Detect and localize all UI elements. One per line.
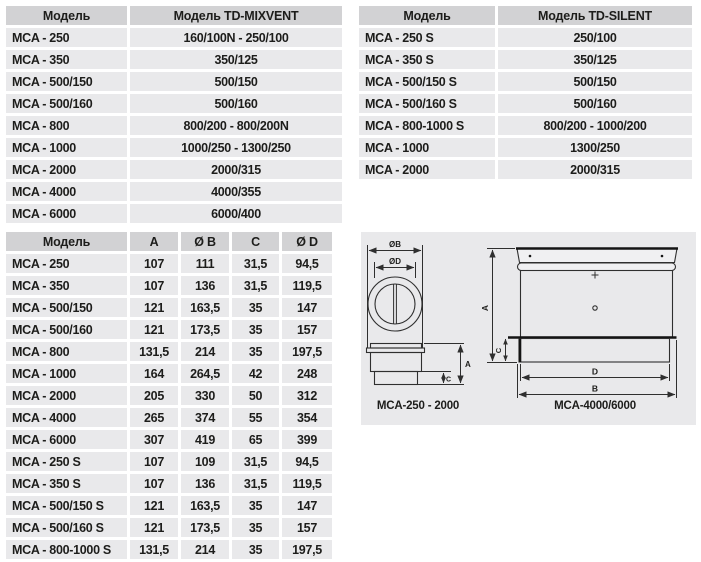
value-cell: 1300/250 (498, 138, 692, 157)
value-cell: 147 (282, 496, 332, 515)
column-header: Модель (359, 6, 495, 25)
model-cell: MCA - 250 S (359, 28, 495, 47)
table-row (6, 276, 332, 295)
value-cell: 350/125 (130, 50, 342, 69)
table-row (6, 430, 332, 449)
value-cell: 163,5 (181, 298, 229, 317)
screw-dot (529, 255, 532, 258)
value-cell: 307 (130, 430, 178, 449)
value-cell: 248 (282, 364, 332, 383)
value-cell: 131,5 (130, 540, 178, 559)
model-cell: MCA - 350 S (6, 474, 127, 493)
value-cell: 330 (181, 386, 229, 405)
value-cell: 205 (130, 386, 178, 405)
model-cell: MCA - 250 S (6, 452, 127, 471)
table-row (359, 50, 692, 69)
model-cell: MCA - 500/160 (6, 320, 127, 339)
value-cell: 35 (232, 540, 279, 559)
model-cell: MCA - 500/160 S (359, 94, 495, 113)
model-cell: MCA - 4000 (6, 182, 127, 201)
value-cell: 264,5 (181, 364, 229, 383)
column-header: Модель (6, 6, 127, 25)
model-cell: MCA - 800 (6, 342, 127, 361)
value-cell: 107 (130, 452, 178, 471)
drawing-panel (361, 232, 696, 425)
model-cell: MCA - 500/150 (6, 72, 127, 91)
mca-4000-6000-drawing (480, 249, 678, 399)
table-row (359, 138, 692, 157)
top-flange (517, 249, 677, 263)
model-cell: MCA - 500/150 (6, 298, 127, 317)
value-cell: 6000/400 (130, 204, 342, 223)
value-cell: 31,5 (232, 254, 279, 273)
value-cell: 65 (232, 430, 279, 449)
dim-label-c: C (446, 376, 452, 384)
value-cell: 197,5 (282, 342, 332, 361)
table-row (6, 540, 332, 559)
table-row (6, 518, 332, 537)
value-cell: 42 (232, 364, 279, 383)
value-cell: 50 (232, 386, 279, 405)
model-cell: MCA - 800 (6, 116, 127, 135)
column-header: A (130, 232, 178, 251)
value-cell: 500/150 (130, 72, 342, 91)
td-silent-table (356, 3, 695, 182)
value-cell: 136 (181, 276, 229, 295)
model-cell: MCA - 500/160 S (6, 518, 127, 537)
value-cell: 55 (232, 408, 279, 427)
value-cell: 157 (282, 320, 332, 339)
td-mixvent-table (3, 3, 345, 226)
dim-label-c: C (494, 347, 503, 354)
center-hole (593, 306, 597, 310)
value-cell: 214 (181, 342, 229, 361)
value-cell: 136 (181, 474, 229, 493)
value-cell: 121 (130, 496, 178, 515)
table-row (6, 254, 332, 273)
value-cell: 31,5 (232, 452, 279, 471)
value-cell: 250/100 (498, 28, 692, 47)
column-header: Модель TD-MIXVENT (130, 6, 342, 25)
value-cell: 94,5 (282, 254, 332, 273)
value-cell: 800/200 - 800/200N (130, 116, 342, 135)
technical-drawing (361, 232, 696, 425)
value-cell: 163,5 (181, 496, 229, 515)
table-row (6, 28, 342, 47)
header-row (6, 6, 342, 25)
side-view-profile (367, 344, 425, 385)
value-cell: 107 (130, 474, 178, 493)
value-cell: 399 (282, 430, 332, 449)
table-row (6, 204, 342, 223)
column-header: Модель TD-SILENT (498, 6, 692, 25)
table-row (6, 160, 342, 179)
model-cell: MCA - 500/150 S (6, 496, 127, 515)
value-cell: 121 (130, 320, 178, 339)
value-cell: 157 (282, 518, 332, 537)
table-row (6, 116, 342, 135)
value-cell: 2000/315 (498, 160, 692, 179)
model-cell: MCA - 350 S (359, 50, 495, 69)
screw-dot (661, 255, 664, 258)
value-cell: 107 (130, 276, 178, 295)
inner-duct-circle (375, 284, 415, 324)
lower-section (519, 339, 670, 363)
model-cell: MCA - 2000 (6, 160, 127, 179)
table-row (359, 94, 692, 113)
table-row (6, 386, 332, 405)
value-cell: 354 (282, 408, 332, 427)
model-cell: MCA - 1000 (6, 364, 127, 383)
header-row (359, 6, 692, 25)
table-row (6, 342, 332, 361)
value-cell: 160/100N - 250/100 (130, 28, 342, 47)
dim-label-a: A (480, 304, 490, 312)
model-cell: MCA - 250 (6, 254, 127, 273)
value-cell: 374 (181, 408, 229, 427)
model-cell: MCA - 4000 (6, 408, 127, 427)
model-cell: MCA - 350 (6, 50, 127, 69)
value-cell: 119,5 (282, 276, 332, 295)
value-cell: 214 (181, 540, 229, 559)
model-cell: MCA - 500/150 S (359, 72, 495, 91)
model-cell: MCA - 800-1000 S (6, 540, 127, 559)
column-header: C (232, 232, 279, 251)
model-cell: MCA - 800-1000 S (359, 116, 495, 135)
table-row (6, 72, 342, 91)
value-cell: 800/200 - 1000/200 (498, 116, 692, 135)
value-cell: 173,5 (181, 320, 229, 339)
value-cell: 312 (282, 386, 332, 405)
table-row (6, 298, 332, 317)
column-header: Ø B (181, 232, 229, 251)
value-cell: 500/150 (498, 72, 692, 91)
value-cell: 147 (282, 298, 332, 317)
value-cell: 119,5 (282, 474, 332, 493)
table-row (6, 138, 342, 157)
model-cell: MCA - 2000 (359, 160, 495, 179)
table-row (6, 320, 332, 339)
dim-label-od: ØD (389, 257, 401, 266)
value-cell: 419 (181, 430, 229, 449)
table-row (6, 94, 342, 113)
dim-label-ob: ØB (389, 240, 401, 249)
column-header: Ø D (282, 232, 332, 251)
value-cell: 94,5 (282, 452, 332, 471)
value-cell: 131,5 (130, 342, 178, 361)
outer-duct-circle (368, 277, 422, 331)
value-cell: 121 (130, 298, 178, 317)
value-cell: 197,5 (282, 540, 332, 559)
value-cell: 35 (232, 298, 279, 317)
value-cell: 31,5 (232, 474, 279, 493)
value-cell: 35 (232, 342, 279, 361)
value-cell: 1000/250 - 1300/250 (130, 138, 342, 157)
dim-label-d: D (591, 366, 599, 377)
value-cell: 35 (232, 320, 279, 339)
table-row (359, 28, 692, 47)
mca-250-2000-drawing (367, 240, 472, 385)
table-row (6, 50, 342, 69)
value-cell: 111 (181, 254, 229, 273)
dim-label-b: B (591, 383, 599, 394)
model-cell: MCA - 350 (6, 276, 127, 295)
value-cell: 173,5 (181, 518, 229, 537)
table-row (6, 364, 332, 383)
model-cell: MCA - 250 (6, 28, 127, 47)
drawing-caption-right: MCA-4000/6000 (554, 400, 636, 412)
table-row (6, 474, 332, 493)
value-cell: 350/125 (498, 50, 692, 69)
table-row (6, 496, 332, 515)
unit-body (521, 271, 673, 338)
value-cell: 500/160 (130, 94, 342, 113)
model-cell: MCA - 2000 (6, 386, 127, 405)
value-cell: 35 (232, 496, 279, 515)
value-cell: 35 (232, 518, 279, 537)
model-cell: MCA - 6000 (6, 430, 127, 449)
model-cell: MCA - 6000 (6, 204, 127, 223)
table-row (6, 452, 332, 471)
table-row (359, 116, 692, 135)
table-row (6, 182, 342, 201)
value-cell: 500/160 (498, 94, 692, 113)
value-cell: 265 (130, 408, 178, 427)
value-cell: 31,5 (232, 276, 279, 295)
model-cell: MCA - 500/160 (6, 94, 127, 113)
table-row (6, 408, 332, 427)
rolled-band (518, 263, 676, 271)
drawing-caption-left: MCA-250 - 2000 (376, 400, 460, 412)
column-header: Модель (6, 232, 127, 251)
value-cell: 109 (181, 452, 229, 471)
value-cell: 164 (130, 364, 178, 383)
header-row (6, 232, 332, 251)
value-cell: 2000/315 (130, 160, 342, 179)
value-cell: 121 (130, 518, 178, 537)
model-cell: MCA - 1000 (359, 138, 495, 157)
dimensions-table (3, 229, 335, 562)
dim-label-a: A (465, 360, 471, 369)
table-row (359, 160, 692, 179)
value-cell: 4000/355 (130, 182, 342, 201)
value-cell: 107 (130, 254, 178, 273)
model-cell: MCA - 1000 (6, 138, 127, 157)
table-row (359, 72, 692, 91)
